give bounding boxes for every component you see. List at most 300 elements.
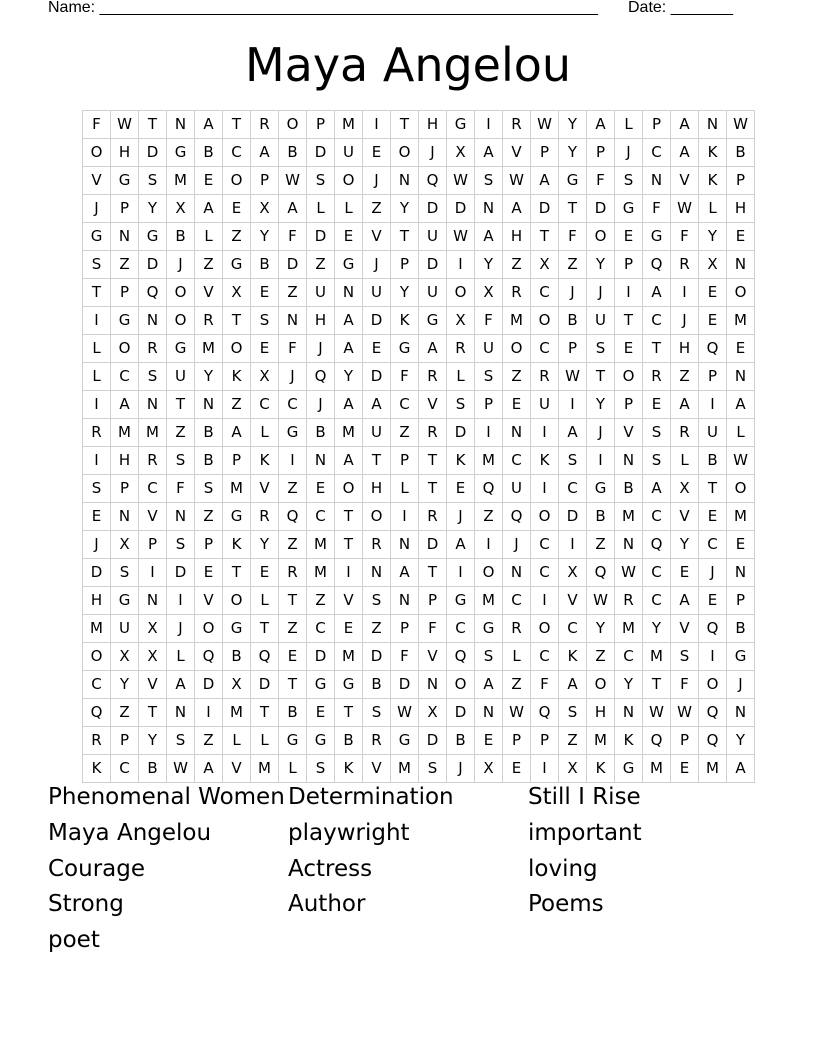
grid-letter-cell: P bbox=[195, 531, 223, 559]
grid-letter-cell: M bbox=[727, 307, 755, 335]
grid-letter-cell: L bbox=[279, 755, 307, 783]
grid-letter-cell: M bbox=[391, 755, 419, 783]
grid-letter-cell: J bbox=[587, 279, 615, 307]
grid-letter-cell: R bbox=[251, 503, 279, 531]
grid-letter-cell: B bbox=[195, 447, 223, 475]
grid-letter-cell: Z bbox=[307, 587, 335, 615]
grid-letter-cell: V bbox=[503, 139, 531, 167]
grid-letter-cell: A bbox=[643, 475, 671, 503]
grid-letter-cell: W bbox=[447, 167, 475, 195]
grid-row bbox=[83, 699, 755, 727]
grid-letter-cell: N bbox=[727, 559, 755, 587]
grid-letter-cell: K bbox=[447, 447, 475, 475]
grid-letter-cell: Y bbox=[195, 363, 223, 391]
grid-letter-cell: R bbox=[419, 419, 447, 447]
grid-letter-cell: T bbox=[391, 111, 419, 139]
grid-letter-cell: Y bbox=[671, 531, 699, 559]
grid-letter-cell: E bbox=[727, 531, 755, 559]
grid-letter-cell: X bbox=[419, 699, 447, 727]
grid-letter-cell: A bbox=[111, 391, 139, 419]
grid-letter-cell: G bbox=[419, 307, 447, 335]
grid-letter-cell: X bbox=[111, 531, 139, 559]
grid-letter-cell: W bbox=[587, 587, 615, 615]
grid-letter-cell: Z bbox=[279, 615, 307, 643]
grid-letter-cell: S bbox=[167, 447, 195, 475]
grid-letter-cell: W bbox=[279, 167, 307, 195]
grid-letter-cell: L bbox=[727, 419, 755, 447]
grid-letter-cell: U bbox=[699, 419, 727, 447]
grid-letter-cell: J bbox=[419, 139, 447, 167]
grid-letter-cell: R bbox=[139, 335, 167, 363]
worksheet-header bbox=[48, 0, 748, 20]
grid-letter-cell: E bbox=[279, 643, 307, 671]
grid-letter-cell: Z bbox=[223, 223, 251, 251]
grid-letter-cell: R bbox=[671, 419, 699, 447]
grid-letter-cell: T bbox=[559, 195, 587, 223]
grid-letter-cell: W bbox=[447, 223, 475, 251]
grid-letter-cell: A bbox=[475, 671, 503, 699]
grid-letter-cell: G bbox=[447, 111, 475, 139]
grid-letter-cell: X bbox=[531, 251, 559, 279]
grid-letter-cell: W bbox=[503, 167, 531, 195]
grid-letter-cell: X bbox=[475, 755, 503, 783]
grid-letter-cell: Z bbox=[307, 251, 335, 279]
grid-letter-cell: P bbox=[111, 279, 139, 307]
grid-letter-cell: V bbox=[195, 279, 223, 307]
grid-letter-cell: C bbox=[531, 335, 559, 363]
grid-letter-cell: I bbox=[83, 391, 111, 419]
grid-letter-cell: C bbox=[307, 615, 335, 643]
grid-letter-cell: H bbox=[111, 447, 139, 475]
grid-letter-cell: J bbox=[83, 531, 111, 559]
grid-letter-cell: T bbox=[587, 363, 615, 391]
grid-letter-cell: L bbox=[615, 111, 643, 139]
grid-letter-cell: A bbox=[447, 531, 475, 559]
grid-letter-cell: P bbox=[531, 139, 559, 167]
grid-letter-cell: G bbox=[391, 727, 419, 755]
grid-letter-cell: L bbox=[251, 587, 279, 615]
grid-letter-cell: Z bbox=[195, 727, 223, 755]
grid-letter-cell: N bbox=[363, 559, 391, 587]
grid-letter-cell: D bbox=[307, 643, 335, 671]
grid-letter-cell: J bbox=[503, 531, 531, 559]
grid-letter-cell: F bbox=[559, 223, 587, 251]
grid-letter-cell: D bbox=[83, 559, 111, 587]
grid-letter-cell: C bbox=[139, 475, 167, 503]
grid-letter-cell: B bbox=[363, 671, 391, 699]
grid-letter-cell: H bbox=[83, 587, 111, 615]
grid-letter-cell: S bbox=[587, 335, 615, 363]
grid-letter-cell: E bbox=[251, 279, 279, 307]
grid-letter-cell: T bbox=[139, 111, 167, 139]
grid-letter-cell: P bbox=[531, 727, 559, 755]
grid-letter-cell: R bbox=[503, 111, 531, 139]
grid-letter-cell: W bbox=[391, 699, 419, 727]
word-list-item: Phenomenal Women bbox=[48, 784, 285, 810]
grid-letter-cell: E bbox=[447, 475, 475, 503]
grid-letter-cell: W bbox=[727, 111, 755, 139]
grid-letter-cell: L bbox=[335, 195, 363, 223]
grid-letter-cell: S bbox=[419, 755, 447, 783]
grid-letter-cell: V bbox=[335, 587, 363, 615]
grid-letter-cell: R bbox=[643, 363, 671, 391]
grid-letter-cell: L bbox=[251, 727, 279, 755]
grid-letter-cell: I bbox=[615, 279, 643, 307]
grid-letter-cell: E bbox=[475, 727, 503, 755]
grid-letter-cell: L bbox=[503, 643, 531, 671]
grid-letter-cell: O bbox=[531, 307, 559, 335]
grid-letter-cell: M bbox=[251, 755, 279, 783]
grid-letter-cell: A bbox=[587, 111, 615, 139]
grid-letter-cell: D bbox=[139, 251, 167, 279]
grid-letter-cell: A bbox=[167, 671, 195, 699]
grid-letter-cell: G bbox=[391, 335, 419, 363]
grid-letter-cell: Q bbox=[447, 643, 475, 671]
grid-letter-cell: E bbox=[643, 391, 671, 419]
grid-letter-cell: J bbox=[307, 335, 335, 363]
grid-letter-cell: W bbox=[727, 447, 755, 475]
grid-letter-cell: G bbox=[279, 727, 307, 755]
grid-letter-cell: X bbox=[251, 363, 279, 391]
grid-letter-cell: C bbox=[643, 139, 671, 167]
grid-letter-cell: I bbox=[531, 587, 559, 615]
grid-letter-cell: Q bbox=[279, 503, 307, 531]
grid-letter-cell: B bbox=[139, 755, 167, 783]
grid-letter-cell: X bbox=[559, 755, 587, 783]
grid-letter-cell: J bbox=[279, 363, 307, 391]
grid-letter-cell: N bbox=[195, 391, 223, 419]
grid-letter-cell: Q bbox=[699, 335, 727, 363]
grid-letter-cell: M bbox=[167, 167, 195, 195]
grid-letter-cell: B bbox=[279, 699, 307, 727]
grid-letter-cell: X bbox=[447, 139, 475, 167]
grid-letter-cell: Y bbox=[587, 391, 615, 419]
grid-letter-cell: B bbox=[447, 727, 475, 755]
grid-letter-cell: P bbox=[139, 531, 167, 559]
grid-letter-cell: A bbox=[279, 195, 307, 223]
grid-letter-cell: J bbox=[363, 251, 391, 279]
grid-letter-cell: O bbox=[195, 615, 223, 643]
grid-letter-cell: O bbox=[111, 335, 139, 363]
grid-letter-cell: H bbox=[671, 335, 699, 363]
grid-row bbox=[83, 755, 755, 783]
grid-letter-cell: C bbox=[111, 363, 139, 391]
grid-letter-cell: J bbox=[699, 559, 727, 587]
grid-letter-cell: B bbox=[727, 615, 755, 643]
grid-letter-cell: P bbox=[615, 251, 643, 279]
grid-letter-cell: O bbox=[335, 167, 363, 195]
grid-letter-cell: T bbox=[279, 587, 307, 615]
grid-letter-cell: Q bbox=[139, 279, 167, 307]
grid-letter-cell: T bbox=[643, 671, 671, 699]
grid-letter-cell: N bbox=[167, 111, 195, 139]
grid-letter-cell: A bbox=[391, 559, 419, 587]
grid-letter-cell: N bbox=[335, 279, 363, 307]
grid-letter-cell: T bbox=[335, 531, 363, 559]
grid-letter-cell: K bbox=[391, 307, 419, 335]
grid-letter-cell: Q bbox=[643, 727, 671, 755]
grid-letter-cell: K bbox=[587, 755, 615, 783]
grid-letter-cell: E bbox=[727, 223, 755, 251]
grid-letter-cell: J bbox=[363, 167, 391, 195]
grid-letter-cell: I bbox=[279, 447, 307, 475]
grid-letter-cell: W bbox=[167, 755, 195, 783]
grid-letter-cell: Q bbox=[699, 615, 727, 643]
grid-letter-cell: L bbox=[223, 727, 251, 755]
grid-letter-cell: E bbox=[251, 559, 279, 587]
grid-letter-cell: P bbox=[391, 251, 419, 279]
grid-letter-cell: S bbox=[559, 447, 587, 475]
grid-letter-cell: M bbox=[503, 307, 531, 335]
grid-letter-cell: P bbox=[671, 727, 699, 755]
grid-letter-cell: O bbox=[279, 111, 307, 139]
grid-row bbox=[83, 587, 755, 615]
grid-letter-cell: D bbox=[167, 559, 195, 587]
word-list-item: Still I Rise bbox=[528, 784, 641, 810]
grid-letter-cell: S bbox=[475, 363, 503, 391]
grid-letter-cell: W bbox=[671, 699, 699, 727]
grid-letter-cell: N bbox=[727, 699, 755, 727]
grid-letter-cell: F bbox=[419, 615, 447, 643]
grid-letter-cell: Q bbox=[475, 475, 503, 503]
grid-letter-cell: T bbox=[419, 475, 447, 503]
grid-letter-cell: Z bbox=[279, 279, 307, 307]
grid-letter-cell: D bbox=[447, 195, 475, 223]
grid-letter-cell: D bbox=[447, 419, 475, 447]
grid-letter-cell: T bbox=[419, 559, 447, 587]
grid-letter-cell: B bbox=[167, 223, 195, 251]
grid-letter-cell: S bbox=[111, 559, 139, 587]
grid-letter-cell: O bbox=[223, 167, 251, 195]
grid-row bbox=[83, 279, 755, 307]
grid-letter-cell: O bbox=[587, 671, 615, 699]
grid-letter-cell: W bbox=[111, 111, 139, 139]
grid-letter-cell: C bbox=[531, 531, 559, 559]
grid-letter-cell: A bbox=[335, 307, 363, 335]
grid-letter-cell: G bbox=[643, 223, 671, 251]
grid-letter-cell: C bbox=[531, 279, 559, 307]
grid-letter-cell: D bbox=[363, 307, 391, 335]
grid-letter-cell: N bbox=[391, 587, 419, 615]
grid-letter-cell: R bbox=[671, 251, 699, 279]
grid-letter-cell: H bbox=[419, 111, 447, 139]
grid-letter-cell: I bbox=[699, 643, 727, 671]
word-list-item: Strong bbox=[48, 891, 124, 918]
grid-row bbox=[83, 559, 755, 587]
name-line: Name: ________________________________________________________ bbox=[48, 0, 598, 16]
grid-letter-cell: Q bbox=[531, 699, 559, 727]
grid-letter-cell: G bbox=[111, 307, 139, 335]
grid-letter-cell: O bbox=[503, 335, 531, 363]
grid-letter-cell: A bbox=[559, 419, 587, 447]
grid-letter-cell: K bbox=[223, 363, 251, 391]
grid-letter-cell: G bbox=[279, 419, 307, 447]
grid-letter-cell: G bbox=[615, 195, 643, 223]
grid-letter-cell: V bbox=[139, 503, 167, 531]
grid-letter-cell: Y bbox=[699, 223, 727, 251]
grid-letter-cell: O bbox=[531, 615, 559, 643]
grid-letter-cell: I bbox=[531, 755, 559, 783]
grid-letter-cell: U bbox=[335, 139, 363, 167]
grid-letter-cell: G bbox=[447, 587, 475, 615]
grid-letter-cell: G bbox=[223, 615, 251, 643]
grid-letter-cell: W bbox=[615, 559, 643, 587]
grid-letter-cell: Y bbox=[559, 139, 587, 167]
grid-letter-cell: I bbox=[531, 475, 559, 503]
grid-letter-cell: Q bbox=[83, 699, 111, 727]
grid-letter-cell: I bbox=[475, 111, 503, 139]
grid-letter-cell: J bbox=[447, 755, 475, 783]
grid-letter-cell: K bbox=[251, 447, 279, 475]
grid-letter-cell: O bbox=[167, 279, 195, 307]
grid-letter-cell: C bbox=[447, 615, 475, 643]
grid-letter-cell: I bbox=[167, 587, 195, 615]
grid-letter-cell: Q bbox=[699, 727, 727, 755]
grid-letter-cell: C bbox=[559, 475, 587, 503]
grid-letter-cell: C bbox=[307, 503, 335, 531]
grid-letter-cell: C bbox=[111, 755, 139, 783]
grid-letter-cell: Y bbox=[111, 671, 139, 699]
word-list-item: Actress bbox=[288, 855, 373, 882]
grid-letter-cell: O bbox=[83, 139, 111, 167]
grid-letter-cell: Z bbox=[363, 195, 391, 223]
grid-letter-cell: C bbox=[531, 643, 559, 671]
grid-letter-cell: E bbox=[223, 195, 251, 223]
grid-letter-cell: W bbox=[503, 699, 531, 727]
grid-letter-cell: E bbox=[363, 139, 391, 167]
grid-letter-cell: R bbox=[531, 363, 559, 391]
grid-letter-cell: P bbox=[727, 587, 755, 615]
grid-letter-cell: Z bbox=[503, 363, 531, 391]
grid-letter-cell: B bbox=[279, 139, 307, 167]
grid-letter-cell: R bbox=[503, 279, 531, 307]
grid-letter-cell: L bbox=[447, 363, 475, 391]
grid-letter-cell: T bbox=[531, 223, 559, 251]
grid-letter-cell: G bbox=[167, 335, 195, 363]
grid-row bbox=[83, 419, 755, 447]
grid-letter-cell: C bbox=[279, 391, 307, 419]
grid-letter-cell: Z bbox=[587, 531, 615, 559]
grid-letter-cell: R bbox=[279, 559, 307, 587]
grid-letter-cell: C bbox=[251, 391, 279, 419]
grid-letter-cell: P bbox=[391, 615, 419, 643]
grid-letter-cell: G bbox=[83, 223, 111, 251]
grid-letter-cell: K bbox=[223, 531, 251, 559]
grid-letter-cell: X bbox=[559, 559, 587, 587]
grid-letter-cell: H bbox=[111, 139, 139, 167]
grid-letter-cell: T bbox=[643, 335, 671, 363]
grid-letter-cell: D bbox=[251, 671, 279, 699]
grid-letter-cell: C bbox=[531, 559, 559, 587]
grid-letter-cell: V bbox=[139, 671, 167, 699]
grid-letter-cell: C bbox=[559, 615, 587, 643]
grid-letter-cell: H bbox=[587, 699, 615, 727]
grid-letter-cell: U bbox=[363, 419, 391, 447]
grid-letter-cell: M bbox=[195, 335, 223, 363]
grid-letter-cell: F bbox=[391, 363, 419, 391]
grid-letter-cell: Z bbox=[111, 699, 139, 727]
grid-letter-cell: Z bbox=[195, 251, 223, 279]
grid-letter-cell: B bbox=[727, 139, 755, 167]
grid-letter-cell: G bbox=[335, 671, 363, 699]
grid-letter-cell: L bbox=[251, 419, 279, 447]
grid-letter-cell: E bbox=[503, 755, 531, 783]
grid-letter-cell: I bbox=[195, 699, 223, 727]
grid-letter-cell: S bbox=[251, 307, 279, 335]
grid-letter-cell: C bbox=[699, 531, 727, 559]
grid-row bbox=[83, 503, 755, 531]
grid-letter-cell: Q bbox=[195, 643, 223, 671]
grid-letter-cell: S bbox=[307, 755, 335, 783]
grid-letter-cell: B bbox=[251, 251, 279, 279]
grid-letter-cell: A bbox=[419, 335, 447, 363]
grid-letter-cell: V bbox=[671, 167, 699, 195]
grid-letter-cell: T bbox=[419, 447, 447, 475]
grid-letter-cell: A bbox=[671, 139, 699, 167]
grid-letter-cell: E bbox=[251, 335, 279, 363]
grid-letter-cell: O bbox=[167, 307, 195, 335]
grid-letter-cell: U bbox=[475, 335, 503, 363]
grid-letter-cell: M bbox=[643, 643, 671, 671]
grid-letter-cell: A bbox=[727, 391, 755, 419]
grid-letter-cell: C bbox=[643, 503, 671, 531]
grid-letter-cell: A bbox=[531, 167, 559, 195]
grid-letter-cell: A bbox=[251, 139, 279, 167]
grid-letter-cell: H bbox=[307, 307, 335, 335]
grid-letter-cell: N bbox=[503, 419, 531, 447]
grid-letter-cell: J bbox=[727, 671, 755, 699]
grid-letter-cell: B bbox=[699, 447, 727, 475]
grid-letter-cell: P bbox=[727, 167, 755, 195]
grid-letter-cell: S bbox=[643, 419, 671, 447]
grid-letter-cell: K bbox=[559, 643, 587, 671]
grid-letter-cell: V bbox=[251, 475, 279, 503]
grid-letter-cell: B bbox=[307, 419, 335, 447]
grid-letter-cell: G bbox=[559, 167, 587, 195]
grid-letter-cell: Q bbox=[643, 251, 671, 279]
word-list-item: Maya Angelou bbox=[48, 819, 212, 846]
grid-letter-cell: X bbox=[167, 195, 195, 223]
grid-letter-cell: Y bbox=[587, 615, 615, 643]
grid-letter-cell: U bbox=[419, 223, 447, 251]
grid-letter-cell: U bbox=[419, 279, 447, 307]
grid-letter-cell: N bbox=[391, 531, 419, 559]
grid-letter-cell: L bbox=[83, 335, 111, 363]
grid-letter-cell: S bbox=[167, 531, 195, 559]
grid-letter-cell: F bbox=[83, 111, 111, 139]
grid-letter-cell: X bbox=[475, 279, 503, 307]
grid-letter-cell: G bbox=[223, 251, 251, 279]
word-list-column bbox=[288, 780, 528, 923]
grid-letter-cell: I bbox=[447, 559, 475, 587]
grid-letter-cell: R bbox=[363, 727, 391, 755]
grid-letter-cell: D bbox=[559, 503, 587, 531]
grid-letter-cell: Y bbox=[475, 251, 503, 279]
grid-letter-cell: Y bbox=[727, 727, 755, 755]
grid-letter-cell: F bbox=[671, 671, 699, 699]
grid-letter-cell: O bbox=[447, 279, 475, 307]
grid-letter-cell: A bbox=[727, 755, 755, 783]
grid-letter-cell: D bbox=[363, 363, 391, 391]
grid-letter-cell: A bbox=[503, 195, 531, 223]
grid-letter-cell: W bbox=[643, 699, 671, 727]
grid-letter-cell: I bbox=[699, 391, 727, 419]
grid-letter-cell: T bbox=[699, 475, 727, 503]
grid-letter-cell: E bbox=[307, 699, 335, 727]
grid-letter-cell: D bbox=[531, 195, 559, 223]
grid-letter-cell: A bbox=[195, 195, 223, 223]
grid-letter-cell: K bbox=[615, 727, 643, 755]
